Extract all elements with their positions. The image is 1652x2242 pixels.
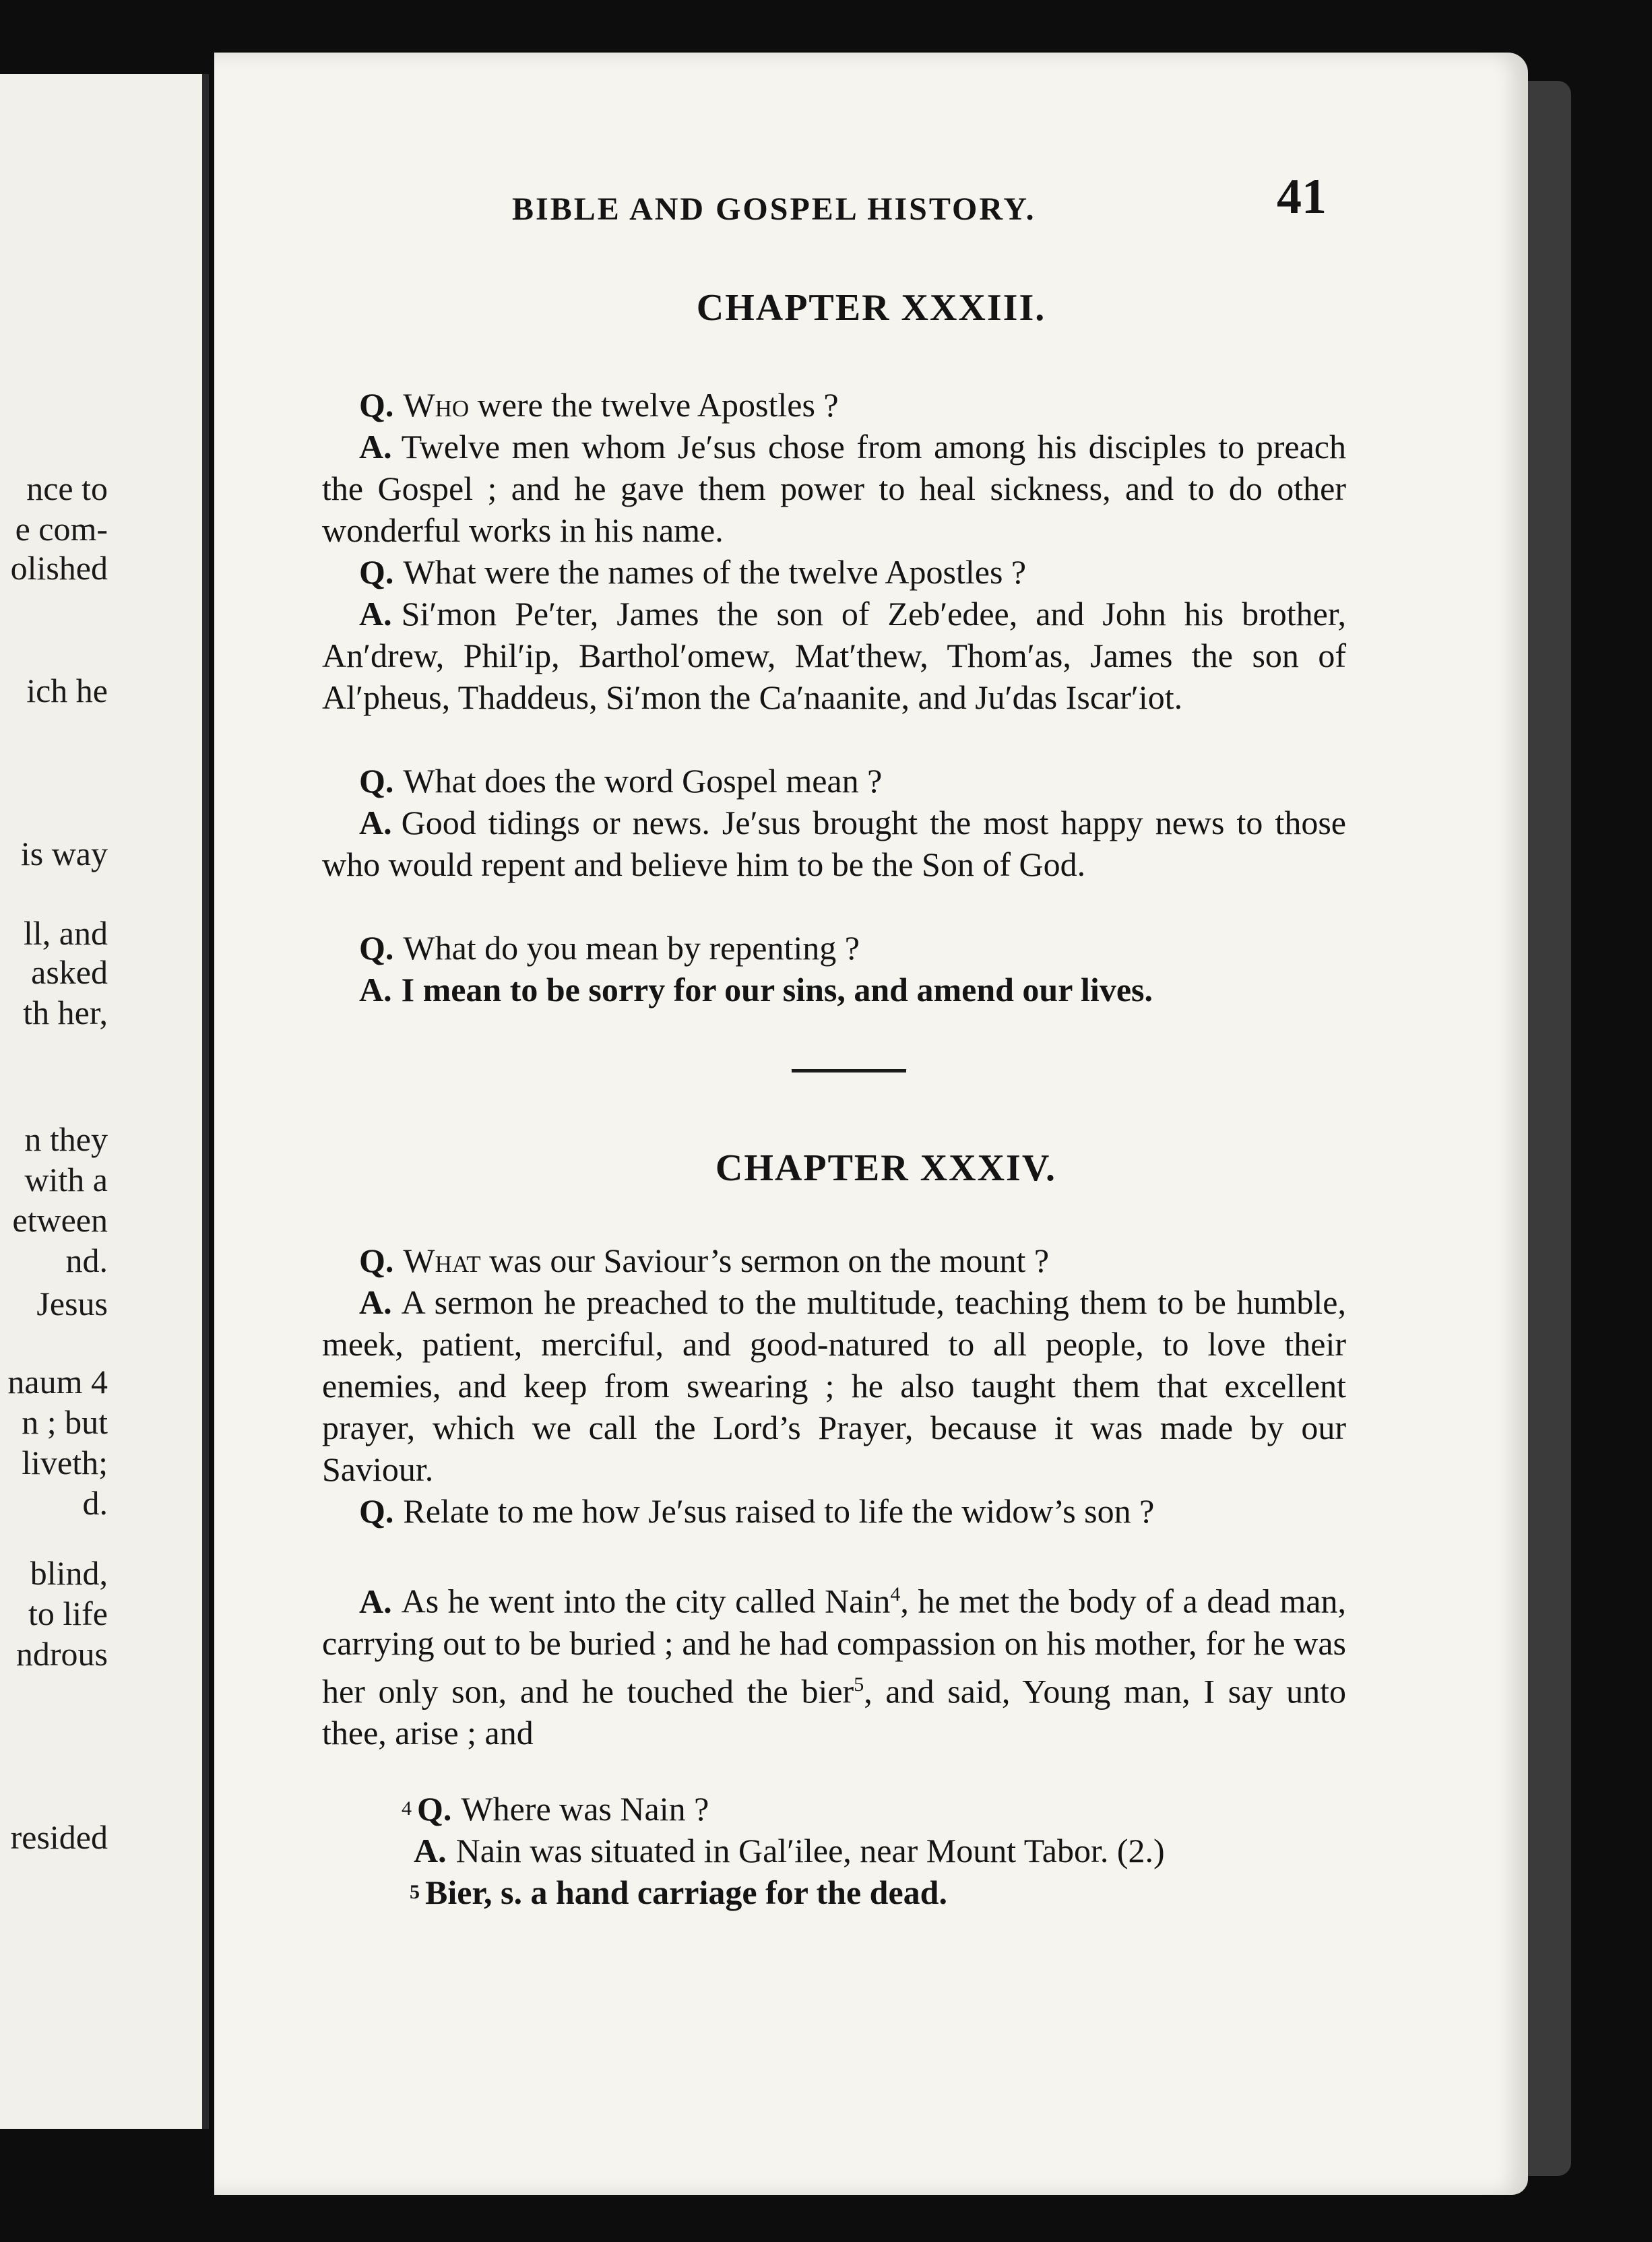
facing-page-fragment: ll, and [24, 914, 108, 952]
facing-page-fragment: is way [20, 835, 108, 872]
question: Q. Relate to me how Je′sus raised to life the widow’s son ? [359, 1492, 1155, 1530]
question: Q. What was our Saviour’s sermon on the mount ? [359, 1242, 1050, 1279]
facing-page-edge [0, 74, 209, 2129]
facing-page-fragment: d. [82, 1484, 108, 1522]
facing-page-fragment: n ; but [22, 1403, 108, 1441]
footnote-ref: 4 [890, 1583, 901, 1605]
question: Q. Who were the twelve Apostles ? [359, 386, 839, 424]
facing-page-fragment: ich he [26, 672, 108, 709]
question: Q. What were the names of the twelve Apostles ? [359, 553, 1027, 591]
footnote: $^5$ Bier, s. a hand carriage for the dead. [410, 1873, 947, 1911]
facing-page-fragment: nce to [26, 470, 108, 507]
facing-page-fragment: naum 4 [7, 1363, 108, 1401]
footnote: A. Nain was situated in Gal′ilee, near Mount Tabor. (2.) [414, 1832, 1165, 1869]
facing-page-fragment: etween [12, 1201, 108, 1239]
facing-page-fragment: blind, [30, 1554, 108, 1592]
chapter-title: CHAPTER XXXIV. [715, 1147, 1057, 1189]
book-edge [1524, 81, 1571, 2176]
facing-page-fragment: ndrous [15, 1635, 108, 1673]
facing-page-fragment: resided [10, 1818, 108, 1856]
facing-page-fragment: Jesus [36, 1285, 108, 1322]
question: Q. What does the word Gospel mean ? [359, 762, 883, 800]
facing-page-fragment: n they [24, 1120, 108, 1158]
facing-page-fragment: th her, [23, 994, 108, 1031]
facing-page-fragment: liveth; [22, 1444, 108, 1481]
facing-page-fragment: asked [31, 953, 108, 991]
chapter-title: CHAPTER XXXIII. [696, 287, 1046, 329]
answer: A. Si′mon Pe′ter, James the son of Zeb′edee, and John his brother, An′drew, Phil′ip, Barthol′omew, Mat′thew, Thom′as, James the son of Al′pheus, Thaddeus, Si′mon the Ca′naanite, and Ju′das Iscar′iot. [322, 595, 1346, 716]
answer: A. Twelve men whom Je′sus chose from among his disciples to preach the Gospel ; and he gave them power to heal sickness, and to do other wonderful works in his name. [322, 428, 1346, 549]
answer: A. Good tidings or news. Je′sus brought the most happy news to those who would repent and believe him to be the Son of God. [322, 804, 1346, 883]
facing-page-fragment: to life [28, 1595, 108, 1632]
facing-page-fragment: e com- [15, 510, 108, 548]
facing-page-fragment: olished [10, 549, 108, 587]
page-number: 41 [1277, 169, 1327, 224]
facing-page-fragment: nd. [65, 1242, 108, 1279]
answer: A. I mean to be sorry for our sins, and amend our lives. [359, 971, 1153, 1008]
answer: A. A sermon he preached to the multitude, teaching them to be humble, meek, patient, merciful, and good-natured to all people, to love their enemies, and keep from swearing ; he also taught them that excellent prayer, which we call the Lord’s Prayer, because it was made by our Saviour. [322, 1283, 1346, 1488]
footnote: $^4$ Q. Where was Nain ? [402, 1790, 709, 1828]
facing-page-fragment: with a [24, 1161, 108, 1198]
question: Q. What do you mean by repenting ? [359, 929, 860, 967]
footnote-ref: 5 [854, 1673, 864, 1696]
answer: A. As he went into the city called Nain$^4$, he met the body of a dead man, carrying out to be buried ; and he had compassion on his mother, for he was her only son, and he touched the bier$^5$, and said, Young man, I say unto thee, arise ; and [322, 1582, 1346, 1752]
running-head: BIBLE AND GOSPEL HISTORY. [512, 191, 1036, 227]
section-divider [792, 1069, 906, 1072]
